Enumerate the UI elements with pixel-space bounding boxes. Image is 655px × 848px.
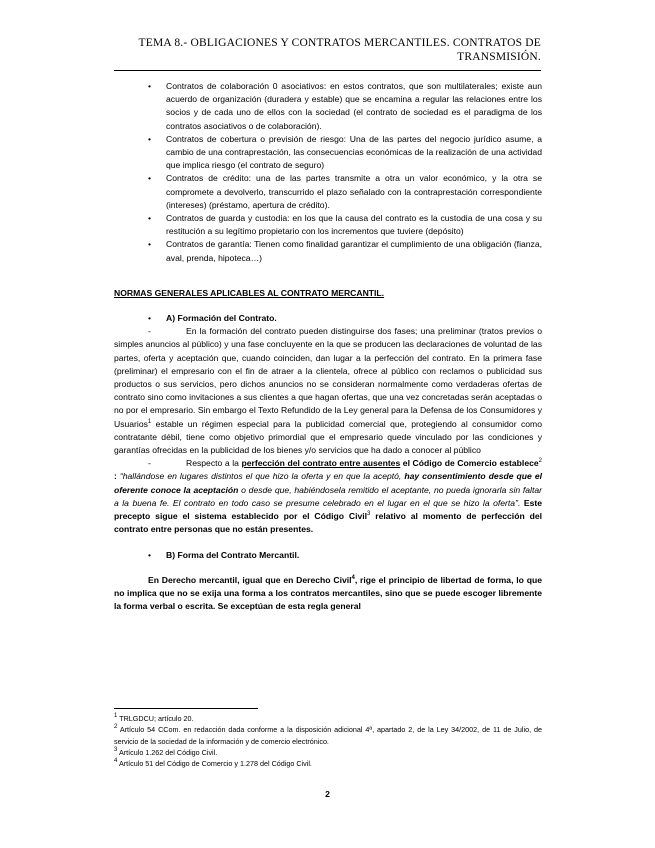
spacer [114, 537, 542, 549]
document-body [114, 80, 542, 613]
footnote-ref-3: 3 [367, 511, 371, 518]
section-a-title-text: A) Formación del Contrato. [166, 313, 277, 324]
footnote-number: 4 [114, 758, 118, 765]
section-a-paragraph-1 [114, 325, 542, 457]
list-item-text: Contratos de cobertura o previsión de riesgo: Una de las partes del negocio jurídico asume, a cambio de una contraprestación, las consecuencias económicas de la realización de una actividad que implica riesgo (el contrato de seguro) [166, 133, 542, 171]
paragraph-text: el Código de Comercio establece [400, 458, 539, 469]
footnote [114, 713, 542, 724]
spacer [114, 562, 542, 574]
footnote-rule [114, 708, 258, 709]
header-line-2: TRANSMISIÓN. [457, 51, 541, 63]
paragraph-text: En Derecho mercantil, igual que en Derecho Civil [148, 574, 352, 585]
paragraph-text: En la formación del contrato pueden distinguirse dos fases; una preliminar (tratos previos o simples anuncios al público) y una fase concluyente en la que se producen las declaraciones de voluntad de las partes, oferta y aceptación que, cuando coinciden, dan lugar a la perfección del contrato. En la primera fase (preliminar) el empresario con el fin de atraer a la clientela, ofrece al público con reclamos o publicidad sus productos o sus servicios, pero dichos anuncios no se consideran normalmente como verdaderas ofertas de contrato sino como invitaciones a sus clientes a que hagan ofertas, que una vez concretadas serán aceptadas o no por el empresario. Sin embargo el Texto Refundido de la Ley general para la Defensa de los Consumidores y Usuarios [114, 326, 542, 429]
page-number: 2 [325, 789, 330, 799]
paragraph-text: relativo al momento de perfección del contrato entre personas que no están presentes. [114, 511, 543, 535]
dash-glyph: - [148, 458, 151, 469]
dash-glyph: - [148, 326, 151, 337]
bullet-icon: • [148, 549, 152, 560]
footnote-text: Artículo 1.262 del Código Civil. [117, 747, 218, 757]
section-a-title [114, 312, 542, 325]
quote-text: “hallándose en lugares distintos el que hizo la oferta y en que la aceptó, [119, 471, 405, 482]
quote-text: o desde que, habiéndosela remitido el aceptante, no pueda ignorarla sin faltar a la buena fe. El contrato en todo caso se presume celebrado en el lugar en el que se hizo la oferta”. [114, 484, 542, 508]
footnote-text: Artículo 54 CCom. en redacción dada conforme a la disposición adicional 4ª, apartado 2, de la Ley 34/2002, de 11 de Julio, de servicio de la sociedad de la información y de comercio electrónico. [114, 725, 542, 746]
list-item [114, 133, 542, 173]
quote-emphasis: hay consentimiento desde que el oferente conoce la aceptación [114, 471, 542, 495]
footnote-text: TRLGDCU; artículo 20. [117, 714, 194, 723]
list-item-text: Contratos de garantía: Tienen como finalidad garantizar el cumplimiento de una obligación (fianza, aval, prenda, hipoteca…) [166, 239, 542, 263]
bullet-icon: • [148, 213, 152, 224]
list-item-text: Contratos de guarda y custodia: en los que la causa del contrato es la custodia de una cosa y su restitución a su legítimo propietario con los incrementos que tuviere (depósito) [166, 213, 542, 237]
section-heading-normas: NORMAS GENERALES APLICABLES AL CONTRATO MERCANTIL. [114, 287, 385, 298]
list-item [114, 80, 542, 133]
list-item-text: Contratos de colaboración 0 asociativos: en estos contratos, que son multilaterales; existe aun acuerdo de organización (duradera y estable) que se encamina a regular las relaciones entre los socios y de cada uno de ellos con la sociedad (el contrato de sociedad es el paradigma de los contratos asociativos o de colaboración). [166, 81, 542, 131]
paragraph-text: estable un régimen especial para la publicidad comercial que, protegiendo al consumidor como contratante débil, tiene como objetivo primordial que el empresario quede vinculado por las condiciones y garantías ofrecidas en la publicidad de los bienes y/o servicios que ha dado a conocer al público [114, 418, 542, 456]
footnote-number: 3 [114, 746, 118, 753]
footnote-ref-2: 2 [538, 458, 543, 465]
footnote-ref-4: 4 [351, 574, 355, 581]
list-item [114, 238, 542, 264]
header-line-1: TEMA 8.- OBLIGACIONES Y CONTRATOS MERCANTILES. CONTRATOS DE [138, 37, 541, 49]
paragraph-text: Respecto a la [186, 458, 242, 469]
section-b-title-text: B) Forma del Contrato Mercantil. [166, 549, 300, 560]
paragraph-text: , rige el principio de libertad de forma, lo que no implica que no se exija una forma a los contratos mercantiles, sino que se puede escoger libremente la forma verbal o escrita. Se exceptúan de esta regla general [114, 574, 542, 612]
footnote [114, 747, 542, 758]
bullet-icon: • [148, 133, 152, 144]
underlined-term: perfección del contrato entre ausentes [241, 458, 401, 469]
running-header [121, 36, 541, 64]
section-b-paragraph-1 [114, 574, 542, 614]
list-item [114, 172, 542, 212]
list-item-text: Contratos de crédito: una de las partes transmite a otra un valor económico, y la otra se compromete a devolverlo, transcurrido el plazo señalado con la contraprestación correspondiente (intereses) (préstamo, apertura de crédito). [166, 173, 542, 210]
footnotes [114, 713, 542, 769]
footnote-ref-1: 1 [147, 418, 152, 425]
section-b-title [114, 549, 542, 562]
footnote [114, 758, 542, 769]
footnote [114, 724, 542, 747]
list-item [114, 212, 542, 238]
contract-types-list [114, 80, 542, 265]
footnote-text: Artículo 51 del Código de Comercio y 1.278 del Código Civil. [117, 759, 312, 769]
header-rule [114, 70, 541, 71]
paragraph-text: Este precepto sigue el sistema establecido por el Código Civil [114, 497, 542, 522]
bullet-icon: • [148, 173, 152, 184]
bullet-icon: • [148, 313, 152, 324]
paragraph-text: : [114, 471, 120, 482]
bullet-icon: • [148, 239, 152, 250]
bullet-icon: • [148, 81, 152, 91]
section-a-paragraph-2 [114, 457, 542, 536]
footnote-number: 2 [114, 724, 118, 731]
footnote-number: 1 [114, 713, 118, 719]
